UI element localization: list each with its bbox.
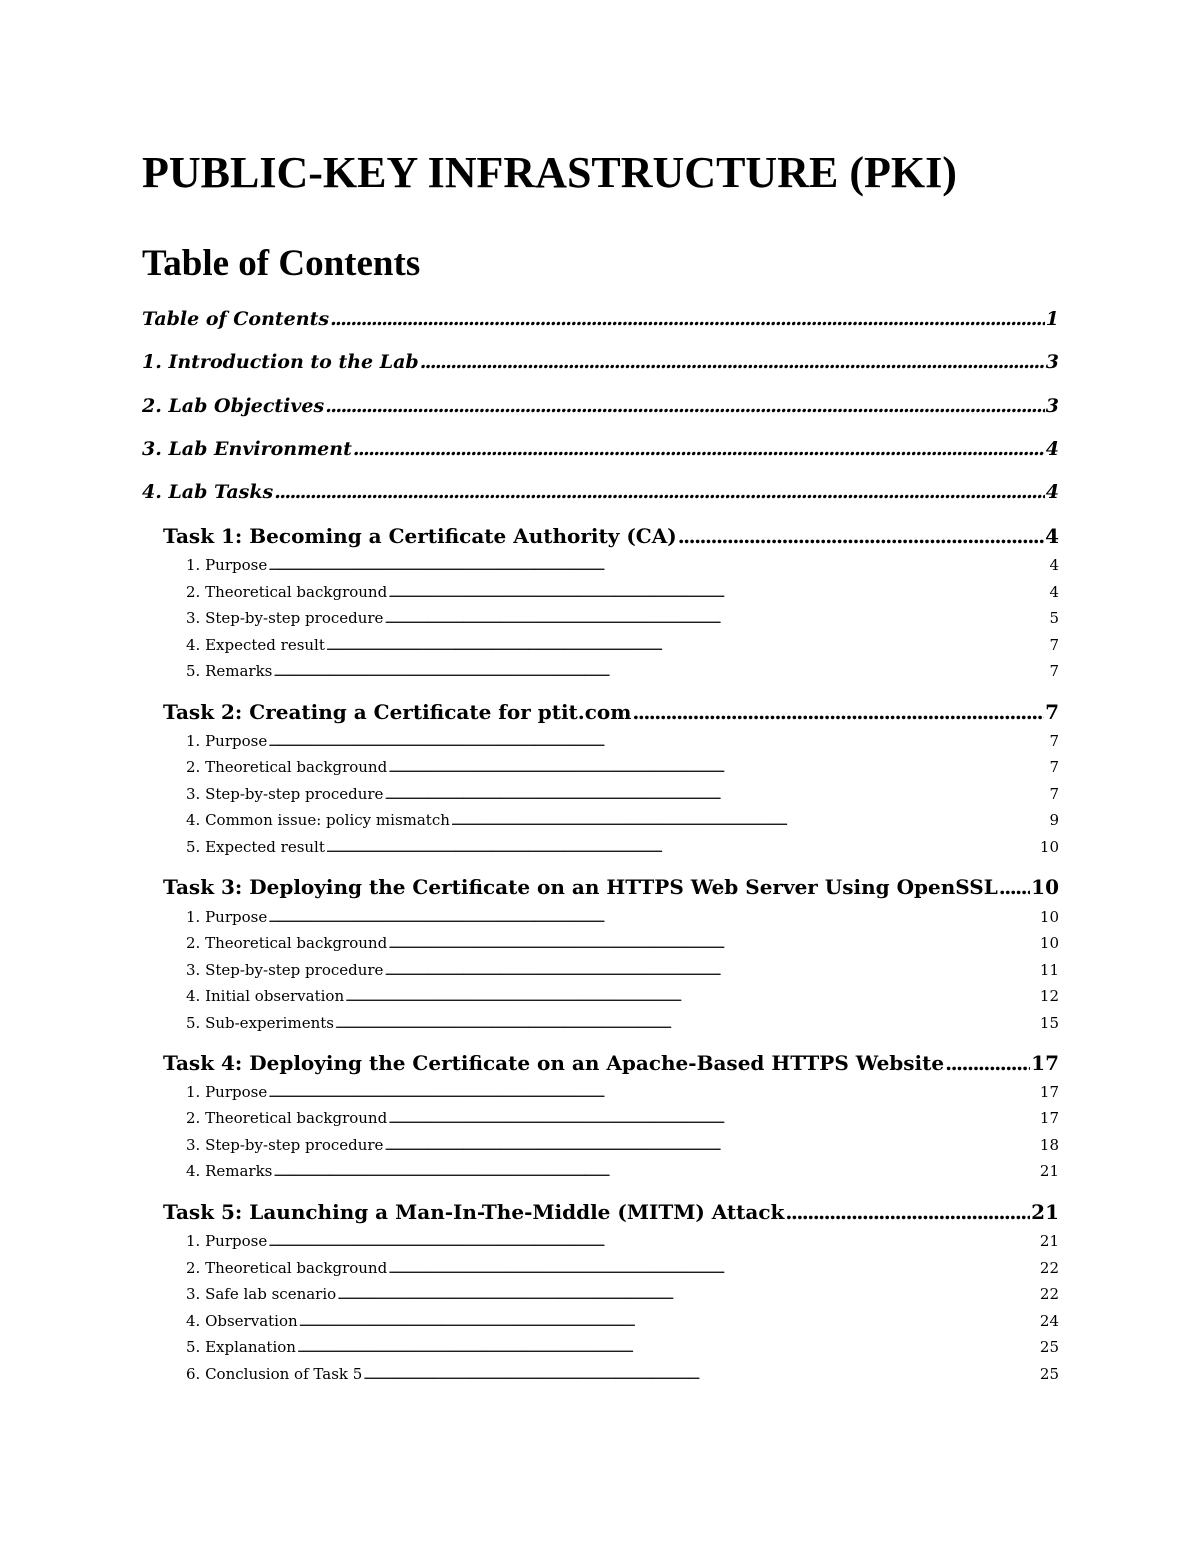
dot-leader [326,635,1049,657]
toc-subentry[interactable] [186,960,1059,982]
dot-leader [384,608,1048,630]
dot-leader [268,731,1048,753]
toc-entry-task-1[interactable] [163,523,1059,549]
toc-subentry[interactable] [186,555,1059,577]
toc-entry-label: 4. Observation [186,1312,298,1330]
toc-entry-page: 1 [1045,308,1059,330]
toc-entry-label: 3. Safe lab scenario [186,1285,337,1303]
toc-subentry[interactable] [186,810,1059,832]
dot-leader [388,933,1039,955]
toc-entry-page: 25 [1039,1338,1059,1356]
toc-subentry[interactable] [186,933,1059,955]
toc-entry-page: 10 [1039,838,1059,856]
dot-leader [326,837,1039,859]
toc-entry-label: 2. Theoretical background [186,934,388,952]
toc-entry-page: 15 [1039,1014,1059,1032]
toc-entry-page: 17 [1031,1051,1059,1075]
toc-entry-table-of-contents[interactable] [142,306,1059,332]
dot-leader [388,1258,1039,1280]
toc-entry-label: Task 5: Launching a Man-In-The-Middle (MITM) Attack [163,1200,785,1224]
toc-heading: Table of Contents [142,243,421,284]
toc-entry-page: 5 [1049,609,1059,627]
toc-entry-task-5[interactable] [163,1199,1059,1225]
toc-entry-page: 21 [1039,1232,1059,1250]
dot-leader [337,1284,1039,1306]
toc-entry-page: 22 [1039,1259,1059,1277]
toc-subentry[interactable] [186,1135,1059,1157]
toc-entry-label: Task 3: Deploying the Certificate on an HTTPS Web Server Using OpenSSL [163,875,998,899]
toc-entry-page: 3 [1045,351,1059,373]
toc-entry-label: 4. Common issue: policy mismatch [186,811,450,829]
dot-leader [388,757,1048,779]
toc-entry-task-3[interactable] [163,874,1059,900]
toc-subentry[interactable] [186,1108,1059,1130]
dot-leader [330,306,1045,332]
toc-entry-lab-tasks[interactable] [142,479,1059,505]
toc-subentry[interactable] [186,907,1059,929]
toc-entry-label: 2. Theoretical background [186,758,388,776]
toc-entry-page: 9 [1049,811,1059,829]
toc-entry-page: 7 [1049,636,1059,654]
dot-leader [273,1161,1039,1183]
toc-entry-page: 7 [1049,785,1059,803]
dot-leader [632,699,1044,725]
dot-leader [268,1231,1039,1253]
toc-subentry[interactable] [186,1364,1059,1386]
toc-entry-page: 10 [1039,908,1059,926]
dot-leader [785,1199,1030,1225]
toc-entry-label: 4. Expected result [186,636,325,654]
toc-entry-page: 10 [1039,934,1059,952]
toc-subentry[interactable] [186,661,1059,683]
toc-entry-label: Task 1: Becoming a Certificate Authority (CA) [163,524,677,548]
toc-entry-page: 7 [1045,700,1059,724]
dot-leader [353,436,1045,462]
toc-entry-label: 3. Step-by-step procedure [186,785,384,803]
dot-leader [297,1337,1039,1359]
toc-entry-page: 17 [1039,1083,1059,1101]
toc-subentry[interactable] [186,1258,1059,1280]
toc-entry-label: 2. Lab Objectives [142,395,325,417]
toc-entry-label: 5. Remarks [186,662,273,680]
dot-leader [388,582,1048,604]
toc-subentry[interactable] [186,1161,1059,1183]
dot-leader [345,986,1039,1008]
toc-subentry[interactable] [186,1013,1059,1035]
dot-leader [274,479,1045,505]
toc-subentry[interactable] [186,1284,1059,1306]
toc-entry-label: 1. Purpose [186,1232,268,1250]
toc-subentry[interactable] [186,635,1059,657]
dot-leader [678,523,1044,549]
toc-entry-task-4[interactable] [163,1050,1059,1076]
toc-entry-page: 11 [1039,961,1059,979]
toc-entry-label: 1. Purpose [186,1083,268,1101]
toc-entry-label: 4. Remarks [186,1162,273,1180]
toc-entry-page: 7 [1049,732,1059,750]
toc-entry-page: 4 [1049,556,1059,574]
toc-subentry[interactable] [186,1337,1059,1359]
toc-entry-page: 12 [1039,987,1059,1005]
toc-entry-label: 5. Explanation [186,1338,296,1356]
dot-leader [268,907,1039,929]
toc-entry-lab-environment[interactable] [142,436,1059,462]
toc-entry-page: 4 [1045,481,1059,503]
dot-leader [363,1364,1039,1386]
toc-entry-label: 4. Initial observation [186,987,345,1005]
dot-leader [325,393,1045,419]
toc-entry-label: 3. Step-by-step procedure [186,609,384,627]
toc-entry-lab-objectives[interactable] [142,393,1059,419]
toc-subentry[interactable] [186,837,1059,859]
toc-entry-label: Task 4: Deploying the Certificate on an Apache-Based HTTPS Website [163,1051,945,1075]
toc-entry-label: 1. Purpose [186,732,268,750]
toc-entry-page: 17 [1039,1109,1059,1127]
toc-entry-page: 10 [1031,875,1059,899]
toc-entry-label: 3. Step-by-step procedure [186,1136,384,1154]
toc-subentry[interactable] [186,608,1059,630]
dot-leader [273,661,1048,683]
dot-leader [388,1108,1039,1130]
toc-entry-label: 1. Purpose [186,556,268,574]
dot-leader [335,1013,1039,1035]
toc-entry-label: Task 2: Creating a Certificate for ptit.com [163,700,632,724]
toc-subentry[interactable] [186,582,1059,604]
dot-leader [268,555,1048,577]
toc-entry-introduction[interactable] [142,349,1059,375]
toc-entry-label: 4. Lab Tasks [142,481,274,503]
toc-subentry[interactable] [186,1311,1059,1333]
toc-entry-page: 7 [1049,758,1059,776]
toc-subentry[interactable] [186,986,1059,1008]
dot-leader [384,1135,1038,1157]
toc-entry-task-2[interactable] [163,699,1059,725]
dot-leader [268,1082,1039,1104]
toc-entry-page: 22 [1039,1285,1059,1303]
toc-entry-page: 4 [1049,583,1059,601]
toc-entry-label: 6. Conclusion of Task 5 [186,1365,363,1383]
toc-entry-label: Table of Contents [142,308,330,330]
dot-leader [451,810,1049,832]
toc-entry-page: 24 [1039,1312,1059,1330]
toc-subentry[interactable] [186,757,1059,779]
toc-entry-label: 3. Lab Environment [142,438,352,460]
dot-leader [299,1311,1039,1333]
toc-entry-label: 1. Purpose [186,908,268,926]
toc-entry-label: 1. Introduction to the Lab [142,351,419,373]
dot-leader [384,960,1038,982]
dot-leader [945,1050,1030,1076]
toc-entry-page: 4 [1045,524,1059,548]
dot-leader [420,349,1045,375]
toc-entry-page: 18 [1039,1136,1059,1154]
toc-entry-page: 3 [1045,395,1059,417]
toc-entry-label: 5. Sub-experiments [186,1014,334,1032]
dot-leader [384,784,1048,806]
toc-entry-page: 4 [1045,438,1059,460]
toc-subentry[interactable] [186,784,1059,806]
toc-entry-page: 21 [1039,1162,1059,1180]
toc-entry-label: 5. Expected result [186,838,325,856]
toc-entry-label: 2. Theoretical background [186,583,388,601]
toc-entry-page: 7 [1049,662,1059,680]
document-title: PUBLIC-KEY INFRASTRUCTURE (PKI) [142,148,957,197]
toc-subentry[interactable] [186,1082,1059,1104]
dot-leader [999,874,1030,900]
toc-subentry[interactable] [186,731,1059,753]
toc-entry-label: 3. Step-by-step procedure [186,961,384,979]
toc-entry-label: 2. Theoretical background [186,1109,388,1127]
toc-entry-label: 2. Theoretical background [186,1259,388,1277]
toc-subentry[interactable] [186,1231,1059,1253]
toc-entry-page: 25 [1039,1365,1059,1383]
toc-entry-page: 21 [1031,1200,1059,1224]
